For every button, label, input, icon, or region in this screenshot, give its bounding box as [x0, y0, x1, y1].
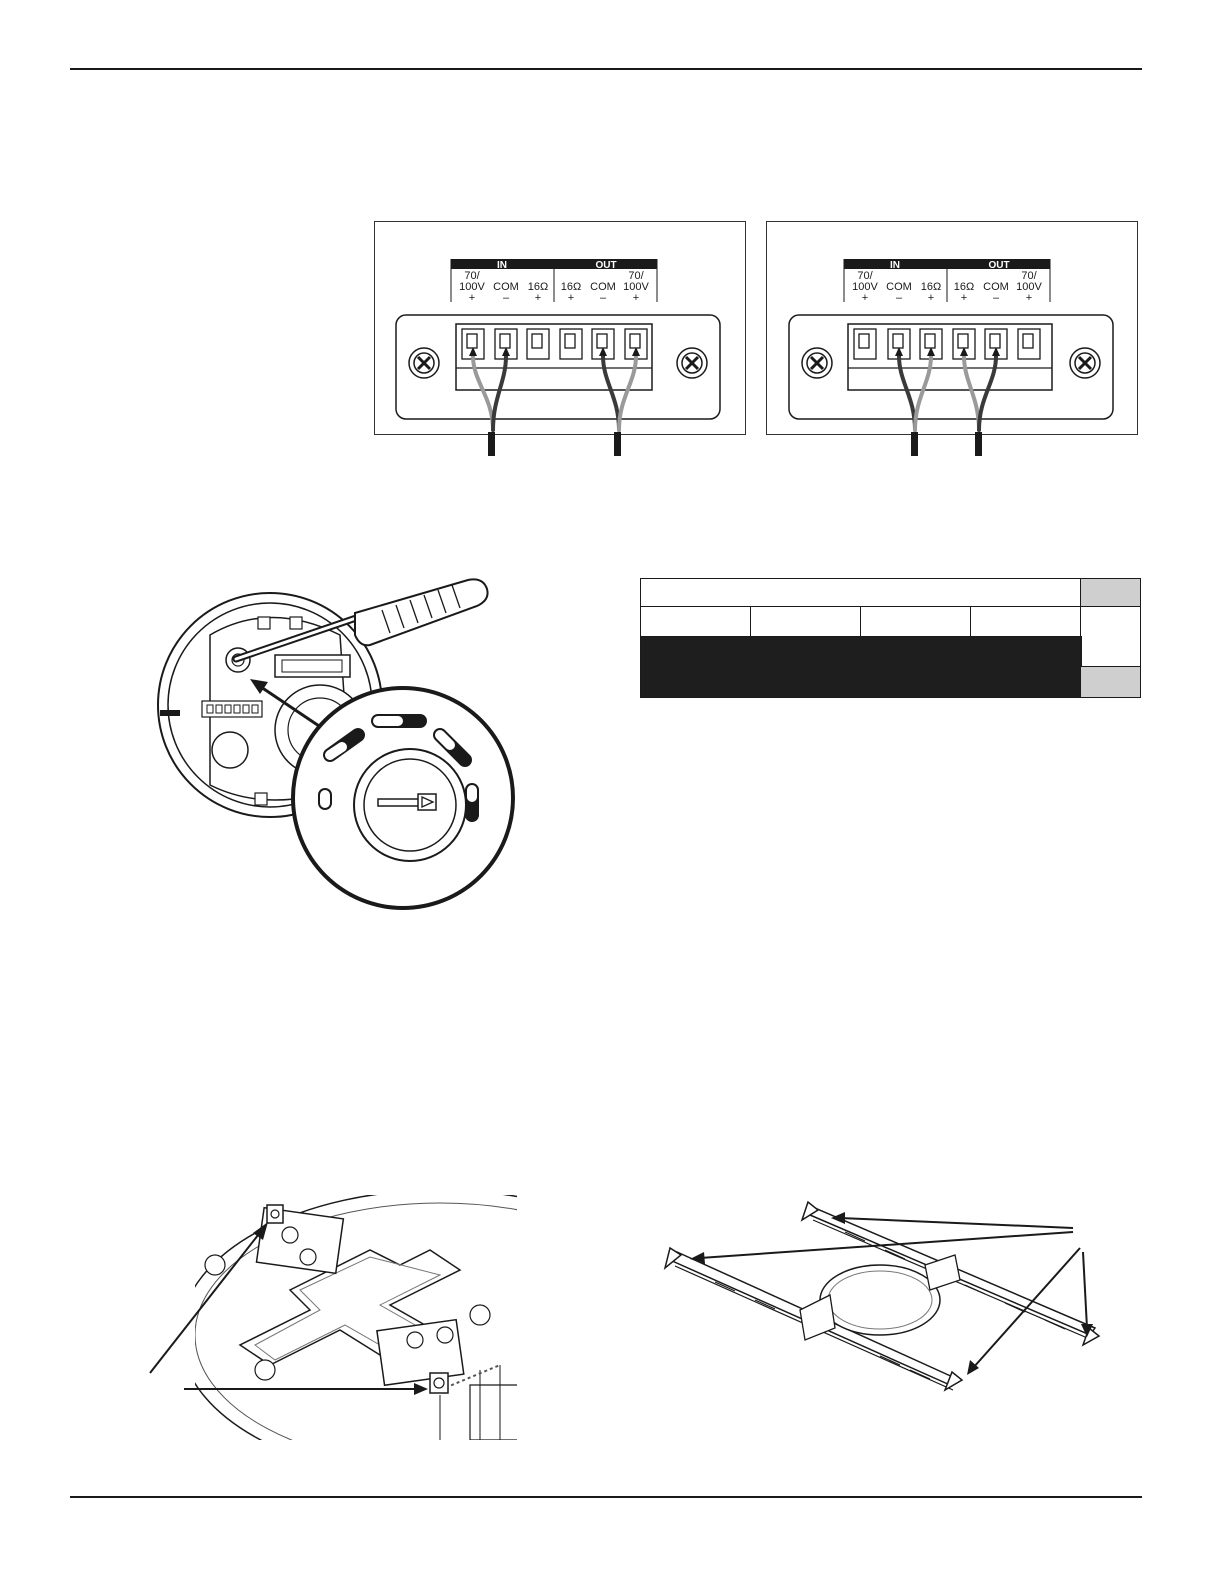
terminal-label-line1: 70/	[464, 270, 480, 282]
terminal-polarity: +	[534, 292, 542, 304]
terminal-label-line2: 100V	[1016, 281, 1042, 293]
terminal-label-line2: COM	[983, 281, 1009, 293]
terminal-label-line2: 16Ω	[560, 281, 582, 293]
cable-end	[911, 432, 918, 456]
screw-icon	[677, 348, 707, 378]
terminal-polarity: +	[567, 292, 575, 304]
tap-selector-illustration	[150, 575, 520, 920]
cable-end	[488, 432, 495, 456]
in-header: IN	[497, 260, 507, 271]
screw-icon	[802, 348, 832, 378]
terminal-polarity: +	[632, 292, 640, 304]
tap-settings-table	[640, 578, 1141, 698]
out-header: OUT	[988, 260, 1010, 271]
terminal-label-line1: 70/	[1021, 270, 1037, 282]
terminal-polarity: –	[992, 292, 1000, 304]
table-cell	[1080, 666, 1141, 698]
terminal-label-line2: COM	[886, 281, 912, 293]
table-cell	[860, 606, 972, 638]
screw-icon	[409, 348, 439, 378]
footer-rule	[70, 1496, 1142, 1498]
cable-end	[614, 432, 621, 456]
header-rule	[70, 68, 1142, 70]
table-cell	[970, 606, 1082, 638]
table-cell	[750, 606, 862, 638]
mounting-tabs-illustration	[140, 1195, 522, 1440]
terminal-label-line2: 16Ω	[953, 281, 975, 293]
table-cell	[1080, 606, 1141, 668]
terminal-polarity: –	[502, 292, 510, 304]
terminal-polarity: +	[1025, 292, 1033, 304]
out-header: OUT	[595, 260, 617, 271]
terminal-label-line2: 100V	[623, 281, 649, 293]
terminal-polarity: +	[861, 292, 869, 304]
terminal-label-line2: 16Ω	[920, 281, 942, 293]
table-cell	[640, 606, 752, 638]
terminal-polarity: +	[468, 292, 476, 304]
cable-end	[975, 432, 982, 456]
in-header: IN	[890, 260, 900, 271]
terminal-label-line1: 70/	[628, 270, 644, 282]
terminal-label-line2: 100V	[459, 281, 485, 293]
terminal-label-line2: COM	[590, 281, 616, 293]
bracket-illustration	[655, 1200, 1115, 1425]
terminal-polarity: +	[960, 292, 968, 304]
table-header-cell	[640, 578, 1082, 608]
terminal-polarity: +	[927, 292, 935, 304]
wiring-diagram-panel-left	[374, 221, 746, 435]
screw-icon	[1070, 348, 1100, 378]
wiring-diagram-panel-right	[766, 221, 1138, 435]
terminal-label-line2: COM	[493, 281, 519, 293]
terminal-label-line2: 16Ω	[527, 281, 549, 293]
terminal-polarity: –	[599, 292, 607, 304]
table-highlight-row	[640, 636, 1082, 698]
terminal-label-line2: 100V	[852, 281, 878, 293]
terminal-polarity: –	[895, 292, 903, 304]
table-header-cell	[1080, 578, 1141, 608]
terminal-label-line1: 70/	[857, 270, 873, 282]
